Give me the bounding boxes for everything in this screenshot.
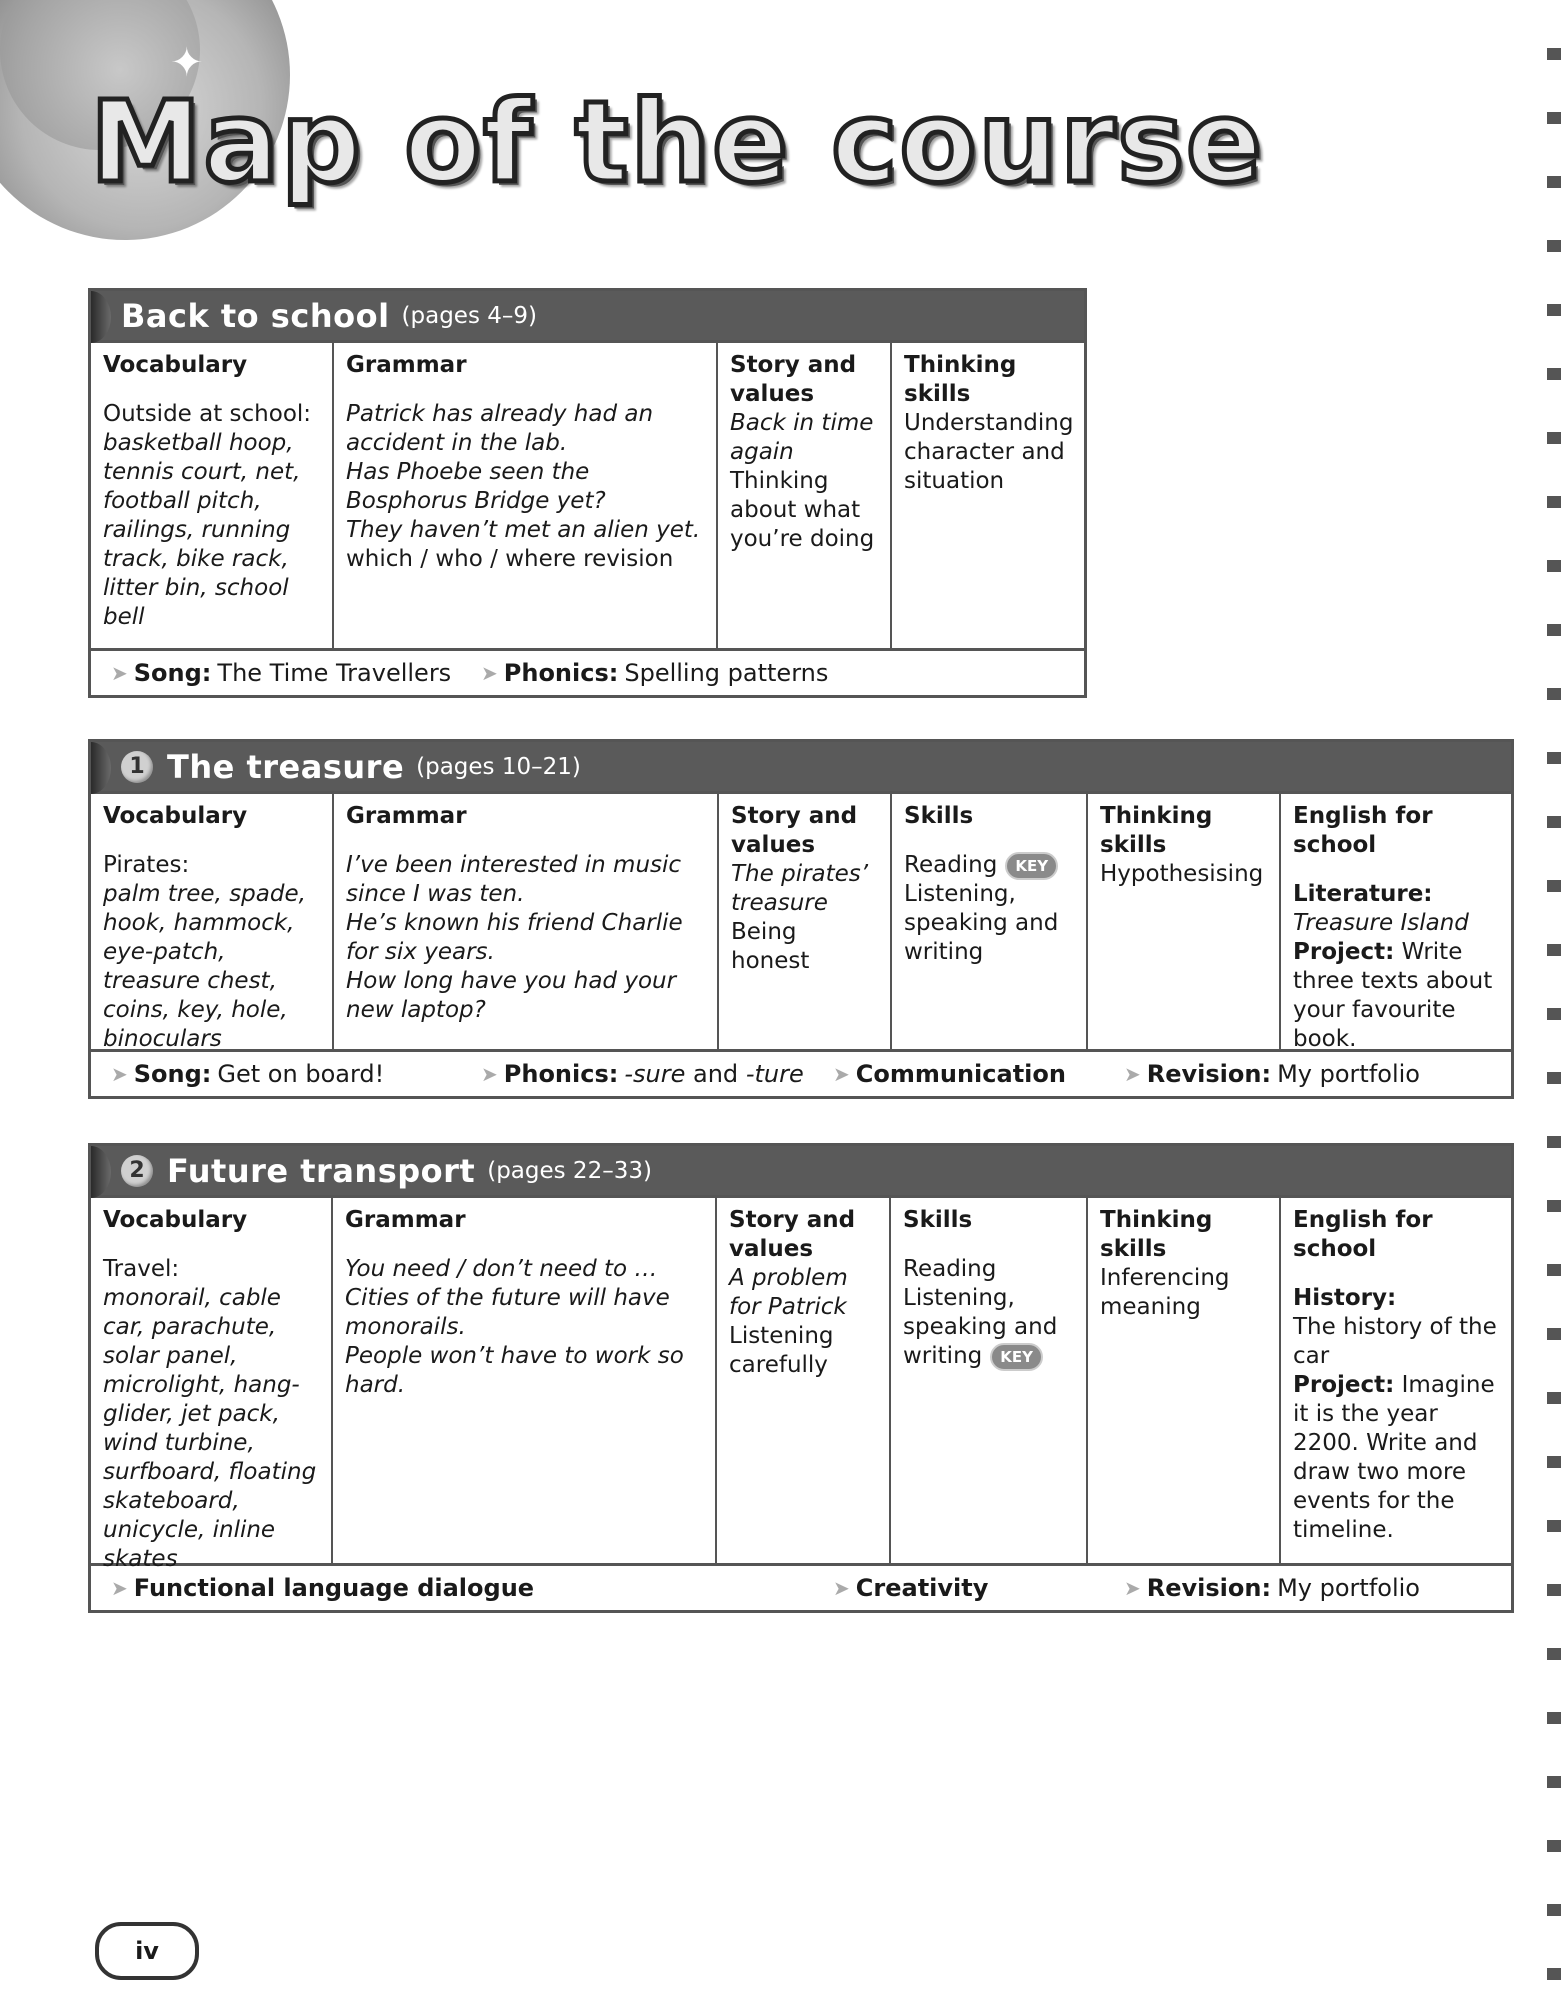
vocabulary-topic: Outside at school: bbox=[103, 401, 312, 427]
skills-reading: Reading bbox=[904, 852, 998, 878]
story-title: Back in time again bbox=[730, 410, 874, 465]
thinking-column bbox=[1088, 794, 1281, 1049]
vocabulary-heading: Vocabulary bbox=[103, 352, 248, 378]
grammar-column bbox=[334, 343, 718, 648]
revision-text: My portfolio bbox=[1277, 1574, 1420, 1602]
communication-item bbox=[833, 1060, 1072, 1088]
unit-pages: (pages 22–33) bbox=[487, 1157, 652, 1184]
grammar-line: I’ve been interested in music since I was ten. bbox=[346, 852, 682, 907]
song-name: The Time Travellers bbox=[217, 659, 452, 687]
vocabulary-heading: Vocabulary bbox=[103, 803, 248, 829]
grammar-heading: Grammar bbox=[345, 1207, 466, 1233]
thinking-text: Inferencing meaning bbox=[1100, 1265, 1230, 1320]
skills-heading: Skills bbox=[903, 1207, 973, 1233]
vocabulary-words: basketball hoop, tennis court, net, football pitch, railings, running track, bike rack, litter bin, school bell bbox=[103, 430, 301, 630]
english-for-school-column bbox=[1281, 1198, 1511, 1563]
vocabulary-topic: Pirates: bbox=[103, 852, 190, 878]
story-heading: Story and values bbox=[730, 352, 857, 407]
grammar-line: Cities of the future will have monorails. bbox=[345, 1285, 670, 1340]
subject-label: Literature: bbox=[1293, 881, 1433, 907]
arrow-icon: ➤ bbox=[111, 1576, 128, 1600]
grammar-line: You need / don’t need to … bbox=[345, 1256, 658, 1282]
grammar-line: He’s known his friend Charlie for six years. bbox=[346, 910, 683, 965]
arrow-icon: ➤ bbox=[833, 1062, 850, 1086]
unit-pages: (pages 10–21) bbox=[416, 753, 581, 780]
revision-item bbox=[1124, 1574, 1420, 1602]
vocabulary-heading: Vocabulary bbox=[103, 1207, 248, 1233]
arrow-icon: ➤ bbox=[1124, 1062, 1141, 1086]
thinking-heading: Thinking skills bbox=[1100, 1207, 1213, 1262]
vocabulary-column bbox=[91, 794, 334, 1052]
song-label: Song: bbox=[133, 659, 212, 687]
unit-number-badge: 2 bbox=[121, 1155, 153, 1187]
key-badge: KEY bbox=[1005, 852, 1058, 880]
phonics-and: and bbox=[693, 1060, 739, 1088]
sparkle-icon: ✦ bbox=[170, 40, 204, 86]
page-title: Map of the course bbox=[90, 78, 1265, 208]
unit-number-badge: 1 bbox=[121, 751, 153, 783]
thinking-text: Understanding character and situation bbox=[904, 410, 1074, 494]
thinking-text: Hypothesising bbox=[1100, 861, 1264, 887]
header-tab-decoration bbox=[91, 1146, 111, 1198]
unit-footer bbox=[91, 1566, 1511, 1610]
arrow-icon: ➤ bbox=[1124, 1576, 1141, 1600]
spiral-binding bbox=[1547, 0, 1561, 2000]
english-for-school-column bbox=[1281, 794, 1511, 1052]
revision-item bbox=[1124, 1060, 1420, 1088]
thinking-column bbox=[1088, 1198, 1281, 1563]
grammar-column bbox=[333, 1198, 717, 1563]
unit-future-transport bbox=[88, 1143, 1514, 1613]
vocabulary-column bbox=[91, 343, 334, 648]
song-name: Get on board! bbox=[217, 1060, 385, 1088]
unit-header bbox=[91, 291, 1084, 343]
skills-text: Reading Listening, speaking and writing bbox=[903, 1256, 1058, 1369]
unit-header bbox=[91, 742, 1511, 794]
grammar-line: How long have you had your new laptop? bbox=[346, 968, 677, 1023]
subject-label: History: bbox=[1293, 1285, 1397, 1311]
vocabulary-topic: Travel: bbox=[103, 1256, 180, 1282]
grammar-heading: Grammar bbox=[346, 352, 467, 378]
creativity-item bbox=[833, 1574, 994, 1602]
skills-other: Listening, speaking and writing bbox=[904, 881, 1059, 965]
english-heading: English for school bbox=[1293, 1207, 1433, 1262]
grammar-heading: Grammar bbox=[346, 803, 467, 829]
grammar-line: They haven’t met an alien yet. bbox=[346, 517, 701, 543]
functional-item bbox=[111, 1574, 540, 1602]
subject-text: The history of the car bbox=[1293, 1314, 1497, 1369]
skills-column bbox=[891, 1198, 1088, 1563]
revision-text: My portfolio bbox=[1277, 1060, 1420, 1088]
grammar-column bbox=[334, 794, 719, 1049]
arrow-icon: ➤ bbox=[111, 661, 128, 685]
unit-title: The treasure bbox=[167, 747, 405, 786]
unit-footer bbox=[91, 1052, 1511, 1096]
vocabulary-column bbox=[91, 1198, 333, 1572]
thinking-column bbox=[892, 343, 1084, 648]
skills-column bbox=[892, 794, 1088, 1049]
song-label: Song: bbox=[133, 1060, 212, 1088]
phonics-text: Spelling patterns bbox=[624, 659, 829, 687]
revision-label: Revision: bbox=[1146, 1574, 1272, 1602]
arrow-icon: ➤ bbox=[833, 1576, 850, 1600]
unit-title: Back to school bbox=[121, 296, 390, 335]
arrow-icon: ➤ bbox=[111, 1062, 128, 1086]
arrow-icon: ➤ bbox=[481, 661, 498, 685]
project-label: Project: bbox=[1293, 939, 1395, 965]
project-label: Project: bbox=[1293, 1372, 1395, 1398]
grammar-line: Patrick has already had an accident in the lab. bbox=[346, 401, 654, 456]
thinking-heading: Thinking skills bbox=[1100, 803, 1213, 858]
english-heading: English for school bbox=[1293, 803, 1433, 858]
story-value: Thinking about what you’re doing bbox=[730, 468, 875, 552]
song-item bbox=[111, 1060, 384, 1088]
phonics-item bbox=[481, 659, 828, 687]
vocabulary-words: palm tree, spade, hook, hammock, eye-patch, treasure chest, coins, key, hole, binoculars bbox=[103, 881, 306, 1052]
grammar-line: Has Phoebe seen the Bosphorus Bridge yet? bbox=[346, 459, 606, 514]
arrow-icon: ➤ bbox=[481, 1062, 498, 1086]
unit-title: Future transport bbox=[167, 1151, 476, 1190]
unit-back-to-school bbox=[88, 288, 1087, 698]
thinking-heading: Thinking skills bbox=[904, 352, 1017, 407]
skills-heading: Skills bbox=[904, 803, 974, 829]
unit-the-treasure bbox=[88, 739, 1514, 1099]
creativity-label: Creativity bbox=[855, 1574, 989, 1602]
unit-footer bbox=[91, 651, 1084, 695]
story-title: The pirates’ treasure bbox=[731, 861, 869, 916]
header-tab-decoration bbox=[91, 742, 111, 794]
unit-pages: (pages 4–9) bbox=[401, 302, 537, 329]
story-column bbox=[719, 794, 892, 1049]
story-column bbox=[717, 1198, 891, 1563]
song-item bbox=[111, 659, 451, 687]
project-text: Write three texts about your favourite book. bbox=[1293, 939, 1493, 1052]
revision-label: Revision: bbox=[1146, 1060, 1272, 1088]
phonics-label: Phonics: bbox=[503, 1060, 619, 1088]
story-value: Listening carefully bbox=[729, 1323, 834, 1378]
communication-label: Communication bbox=[855, 1060, 1066, 1088]
key-badge: KEY bbox=[990, 1343, 1043, 1371]
unit-header bbox=[91, 1146, 1511, 1198]
page-number: iv bbox=[95, 1922, 199, 1980]
phonics-b: -ture bbox=[745, 1060, 804, 1088]
grammar-line: People won’t have to work so hard. bbox=[345, 1343, 684, 1398]
grammar-extra: which / who / where revision bbox=[346, 546, 674, 572]
story-title: A problem for Patrick bbox=[729, 1265, 848, 1320]
phonics-a: -sure bbox=[624, 1060, 686, 1088]
story-heading: Story and values bbox=[729, 1207, 856, 1262]
story-column bbox=[718, 343, 892, 648]
story-value: Being honest bbox=[731, 919, 810, 974]
functional-label: Functional language dialogue bbox=[133, 1574, 535, 1602]
project-text: Imagine it is the year 2200. Write and draw two more events for the timeline. bbox=[1293, 1372, 1495, 1543]
subject-text: Treasure Island bbox=[1293, 910, 1469, 936]
story-heading: Story and values bbox=[731, 803, 858, 858]
phonics-item bbox=[481, 1060, 804, 1088]
header-tab-decoration bbox=[91, 291, 111, 343]
vocabulary-words: monorail, cable car, parachute, solar panel, microlight, hang-glider, jet pack, wind turbine, surfboard, floating skateboard, unicycle, inline skates bbox=[103, 1285, 317, 1572]
phonics-label: Phonics: bbox=[503, 659, 619, 687]
